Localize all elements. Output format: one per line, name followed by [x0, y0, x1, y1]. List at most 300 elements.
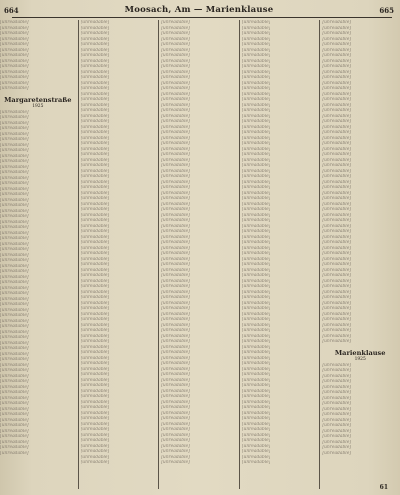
entry-text: [unreadable] — [241, 344, 271, 350]
entry-text: [unreadable] — [161, 361, 190, 366]
entry-text: [unreadable] — [322, 267, 352, 273]
entry-text: [unreadable] — [322, 130, 352, 135]
entry-text: [unreadable] — [161, 223, 190, 229]
entry-text: [unreadable] — [241, 432, 271, 438]
entry-text: [unreadable] — [322, 25, 352, 31]
entry-text: [unreadable] — [80, 53, 110, 58]
entry-text: [unreadable] — [80, 328, 110, 333]
entry-text: [unreadable] — [241, 317, 271, 322]
entry-text: [unreadable] — [80, 322, 110, 328]
entry-text: [unreadable] — [0, 64, 29, 69]
entry-text: [unreadable] — [322, 168, 352, 174]
entry-text: [unreadable] — [161, 58, 190, 64]
entry-text: [unreadable] — [161, 399, 190, 405]
entry-text: [unreadable] — [241, 405, 271, 410]
entry-text: [unreadable] — [241, 179, 271, 185]
entry-text: [unreadable] — [241, 201, 271, 207]
columns — [0, 20, 400, 489]
entry-text: [unreadable] — [0, 395, 29, 401]
entry-text: [unreadable] — [241, 322, 271, 328]
entry-text: [unreadable] — [0, 340, 29, 346]
header-rule — [12, 17, 392, 18]
entry-text: [unreadable] — [80, 168, 110, 174]
entry-text: [unreadable] — [161, 113, 190, 119]
entry-text: [unreadable] — [322, 179, 352, 185]
entry-text: [unreadable] — [322, 428, 352, 434]
entry-text: [unreadable] — [241, 295, 271, 300]
entry-text: [unreadable] — [241, 47, 271, 53]
entry-text: [unreadable] — [322, 439, 352, 445]
entry-text: [unreadable] — [322, 234, 352, 240]
entry-text: [unreadable] — [0, 115, 29, 120]
entry-text: [unreadable] — [322, 311, 352, 317]
entry-text: [unreadable] — [161, 427, 190, 432]
entry-text: [unreadable] — [161, 201, 190, 207]
entry-text: [unreadable] — [161, 344, 190, 350]
entry-text: [unreadable] — [80, 31, 110, 36]
entry-text: [unreadable] — [80, 146, 110, 152]
entry-text: [unreadable] — [161, 416, 190, 421]
entry-text: [unreadable] — [241, 53, 271, 58]
entry-text: [unreadable] — [80, 229, 110, 234]
entry-text: [unreadable] — [161, 355, 190, 361]
entry-text: [unreadable] — [241, 64, 271, 69]
entry-text: [unreadable] — [0, 417, 29, 423]
entry-text: [unreadable] — [322, 273, 352, 278]
entry-text: [unreadable] — [241, 146, 271, 152]
street-heading: Margaretenstraße — [4, 95, 72, 104]
entry-text: [unreadable] — [0, 351, 29, 357]
entry-text: [unreadable] — [0, 296, 29, 302]
entry-text: [unreadable] — [322, 196, 352, 201]
entry-text: [unreadable] — [241, 273, 271, 278]
entry-text: [unreadable] — [0, 362, 29, 368]
section-spacer — [322, 345, 398, 347]
entry-text: [unreadable] — [0, 434, 29, 439]
entry-text: [unreadable] — [0, 131, 29, 137]
entry-text: [unreadable] — [241, 174, 271, 179]
entry-text: [unreadable] — [161, 245, 190, 251]
entry-text: [unreadable] — [80, 141, 110, 146]
page-number-right: 665 — [379, 5, 394, 15]
entry-text: [unreadable] — [241, 240, 271, 245]
entry-text: [unreadable] — [161, 42, 190, 47]
entry-text: [unreadable] — [161, 454, 190, 460]
entry-text: [unreadable] — [322, 185, 352, 190]
entry-text: [unreadable] — [161, 372, 190, 377]
entry-text: [unreadable] — [322, 240, 352, 245]
entry-text: [unreadable] — [0, 214, 29, 219]
entry-text: [unreadable] — [0, 153, 29, 159]
entry-text: [unreadable] — [161, 179, 190, 185]
entry-text: [unreadable] — [0, 291, 29, 296]
entry-text: [unreadable] — [80, 267, 110, 273]
entry-text: [unreadable] — [322, 20, 352, 25]
entry-text: [unreadable] — [322, 135, 352, 141]
entry-text: [unreadable] — [241, 328, 271, 333]
entry-text: [unreadable] — [322, 141, 352, 146]
entry-text: [unreadable] — [322, 278, 352, 284]
entry-text: [unreadable] — [80, 97, 110, 102]
entry-text: [unreadable] — [80, 366, 110, 372]
entry-text: [unreadable] — [0, 126, 29, 131]
entry-text: [unreadable] — [161, 152, 190, 157]
entry-text: [unreadable] — [161, 394, 190, 399]
entry-text: [unreadable] — [241, 427, 271, 432]
entry-text: [unreadable] — [80, 300, 110, 306]
entry-text: [unreadable] — [0, 25, 29, 31]
entry-text: [unreadable] — [80, 212, 110, 218]
entry-text: [unreadable] — [322, 417, 352, 423]
entry-text: [unreadable] — [241, 438, 271, 443]
entry-text: [unreadable] — [80, 135, 110, 141]
entry-text: [unreadable] — [322, 64, 352, 69]
entry-text: [unreadable] — [80, 432, 110, 438]
entry-text: [unreadable] — [241, 42, 271, 47]
entry-text: [unreadable] — [161, 388, 190, 394]
entry-text: [unreadable] — [322, 406, 352, 412]
entry-text: [unreadable] — [322, 450, 352, 456]
entry-text: [unreadable] — [161, 86, 190, 91]
entry-text: [unreadable] — [241, 350, 271, 355]
entry-text: [unreadable] — [322, 328, 352, 333]
entry-text: [unreadable] — [241, 245, 271, 251]
entry-text: [unreadable] — [161, 278, 190, 284]
street-subheading: 1925 — [354, 356, 366, 362]
entry-text: [unreadable] — [161, 229, 190, 234]
entry-text: [unreadable] — [161, 339, 190, 344]
entry-text: [unreadable] — [80, 196, 110, 201]
entry-text: [unreadable] — [322, 362, 352, 368]
entry-text: [unreadable] — [80, 240, 110, 245]
running-title: Moosach, Am — Marienklause — [124, 5, 274, 15]
entry-text: [unreadable] — [0, 412, 29, 417]
entry-text: [unreadable] — [241, 372, 271, 377]
entry-text: [unreadable] — [241, 289, 271, 295]
entry-text: [unreadable] — [241, 157, 271, 163]
entry-text: [unreadable] — [80, 207, 110, 212]
entry-text: [unreadable] — [322, 262, 352, 267]
entry-text: [unreadable] — [322, 163, 352, 168]
entry-text: [unreadable] — [322, 379, 352, 384]
entry-text: [unreadable] — [0, 225, 29, 230]
entry-text: [unreadable] — [161, 212, 190, 218]
entry-text: [unreadable] — [241, 130, 271, 135]
entry-text: [unreadable] — [0, 423, 29, 428]
entry-text: [unreadable] — [161, 432, 190, 438]
entry-text: [unreadable] — [0, 53, 29, 58]
entry-text: [unreadable] — [80, 333, 110, 339]
entry-text: [unreadable] — [241, 251, 271, 256]
entry-text: [unreadable] — [0, 31, 29, 36]
column-5 — [319, 20, 400, 489]
entry-text: [unreadable] — [322, 223, 352, 229]
entry-text: [unreadable] — [322, 423, 352, 428]
entry-text: [unreadable] — [0, 439, 29, 445]
entry-text: [unreadable] — [161, 218, 190, 223]
entry-text: [unreadable] — [322, 69, 352, 75]
entry-text: [unreadable] — [80, 218, 110, 223]
entry-text: [unreadable] — [0, 263, 29, 269]
entry-text: [unreadable] — [161, 69, 190, 75]
entry-text: [unreadable] — [161, 31, 190, 36]
entry-text: [unreadable] — [161, 36, 190, 42]
entry-text: [unreadable] — [322, 36, 352, 42]
entry-text: [unreadable] — [241, 212, 271, 218]
entry-text: [unreadable] — [241, 443, 271, 449]
entry-text: [unreadable] — [0, 252, 29, 258]
entry-text: [unreadable] — [80, 174, 110, 179]
entry-text: [unreadable] — [161, 124, 190, 130]
entry-text: [unreadable] — [80, 80, 110, 86]
entry-text: [unreadable] — [161, 300, 190, 306]
entry-text: [unreadable] — [0, 137, 29, 142]
entry-text: [unreadable] — [322, 368, 352, 373]
entry-text: [unreadable] — [161, 53, 190, 58]
entry-text: [unreadable] — [241, 185, 271, 190]
entry-text: [unreadable] — [322, 91, 352, 97]
entry-text: [unreadable] — [161, 421, 190, 427]
entry-text: [unreadable] — [0, 192, 29, 197]
entry-text: [unreadable] — [80, 113, 110, 119]
entry-text: [unreadable] — [80, 339, 110, 344]
entry-text: [unreadable] — [161, 240, 190, 245]
entry-text: [unreadable] — [80, 223, 110, 229]
entry-text: [unreadable] — [161, 168, 190, 174]
entry-text: [unreadable] — [241, 75, 271, 80]
entry-text: [unreadable] — [80, 416, 110, 421]
entry-text: [unreadable] — [322, 218, 352, 223]
entry-text: [unreadable] — [0, 230, 29, 236]
entry-text: [unreadable] — [80, 388, 110, 394]
entry-text: [unreadable] — [161, 251, 190, 256]
entry-text: [unreadable] — [80, 124, 110, 130]
entry-text: [unreadable] — [161, 284, 190, 289]
entry-text: [unreadable] — [322, 317, 352, 322]
entry-text: [unreadable] — [80, 20, 110, 25]
entry-text: [unreadable] — [322, 384, 352, 390]
entry-text: [unreadable] — [322, 256, 352, 262]
entry-text: [unreadable] — [80, 278, 110, 284]
entry-text: [unreadable] — [161, 135, 190, 141]
entry-text: [unreadable] — [161, 377, 190, 383]
entry-text: [unreadable] — [241, 196, 271, 201]
entry-text: [unreadable] — [161, 311, 190, 317]
entry-text: [unreadable] — [161, 438, 190, 443]
entry-text: [unreadable] — [80, 42, 110, 47]
entry-text: [unreadable] — [80, 152, 110, 157]
entry-text: [unreadable] — [322, 201, 352, 207]
entry-text: [unreadable] — [80, 355, 110, 361]
entry-text: [unreadable] — [241, 31, 271, 36]
entry-text: [unreadable] — [0, 373, 29, 379]
entry-text: [unreadable] — [241, 410, 271, 416]
entry-text: [unreadable] — [0, 324, 29, 329]
entry-text: [unreadable] — [161, 273, 190, 278]
entry-text: [unreadable] — [0, 274, 29, 280]
entry-text: [unreadable] — [241, 218, 271, 223]
entry-text: [unreadable] — [322, 401, 352, 406]
entry-text: [unreadable] — [322, 339, 352, 344]
entry-text: [unreadable] — [161, 20, 190, 25]
entry-text: [unreadable] — [161, 262, 190, 267]
entry-text: [unreadable] — [241, 383, 271, 388]
entry-text: [unreadable] — [241, 135, 271, 141]
entry-text: [unreadable] — [241, 124, 271, 130]
entry-text: [unreadable] — [241, 267, 271, 273]
entry-text: [unreadable] — [241, 394, 271, 399]
entry-text: [unreadable] — [80, 25, 110, 31]
entry-text: [unreadable] — [241, 256, 271, 262]
entry-text: [unreadable] — [322, 102, 352, 108]
entry-text: [unreadable] — [322, 412, 352, 417]
entry-text: [unreadable] — [241, 399, 271, 405]
entry-text: [unreadable] — [322, 395, 352, 401]
entry-text: [unreadable] — [322, 373, 352, 379]
entry-text: [unreadable] — [80, 69, 110, 75]
entry-text: [unreadable] — [80, 91, 110, 97]
entry-text: [unreadable] — [322, 333, 352, 339]
entry-text: [unreadable] — [322, 152, 352, 157]
entry-text: [unreadable] — [161, 25, 190, 31]
entry-text: [unreadable] — [241, 91, 271, 97]
entry-text: [unreadable] — [241, 300, 271, 306]
entry-text: [unreadable] — [241, 97, 271, 102]
entry-text: [unreadable] — [322, 289, 352, 295]
entry-text: [unreadable] — [241, 449, 271, 454]
street-subheading: 1925 — [32, 103, 44, 109]
column-4 — [239, 20, 320, 489]
entry-text: [unreadable] — [0, 445, 29, 450]
entry-text: [unreadable] — [241, 163, 271, 168]
entry-text: [unreadable] — [0, 241, 29, 247]
entry-text: [unreadable] — [161, 91, 190, 97]
entry-text: [unreadable] — [241, 58, 271, 64]
entry-text: [unreadable] — [0, 175, 29, 181]
entry-text: [unreadable] — [161, 75, 190, 80]
column-2 — [78, 20, 159, 489]
entry-text: [unreadable] — [322, 390, 352, 395]
entry-text: [unreadable] — [161, 119, 190, 124]
entry-text: [unreadable] — [0, 379, 29, 384]
entry-text: [unreadable] — [322, 174, 352, 179]
entry-text: [unreadable] — [80, 361, 110, 366]
entry-text: [unreadable] — [241, 102, 271, 108]
entry-text: [unreadable] — [0, 58, 29, 64]
entry-text: [unreadable] — [0, 42, 29, 47]
entry-text: [unreadable] — [80, 58, 110, 64]
entry-text: [unreadable] — [322, 322, 352, 328]
entry-text: [unreadable] — [161, 366, 190, 372]
entry-text: [unreadable] — [0, 181, 29, 186]
entry-text: [unreadable] — [241, 339, 271, 344]
entry-text: [unreadable] — [322, 306, 352, 311]
entry-text: [unreadable] — [241, 421, 271, 427]
entry-text: [unreadable] — [80, 350, 110, 355]
entry-text: [unreadable] — [241, 207, 271, 212]
entry-text: [unreadable] — [80, 102, 110, 108]
entry-text: [unreadable] — [161, 267, 190, 273]
entry-text: [unreadable] — [161, 295, 190, 300]
entry-text: [unreadable] — [322, 53, 352, 58]
entry-text: [unreadable] — [161, 190, 190, 196]
entry-text: [unreadable] — [0, 75, 29, 80]
entry-text: [unreadable] — [241, 168, 271, 174]
entry-text: [unreadable] — [0, 109, 29, 115]
entry-text: [unreadable] — [80, 163, 110, 168]
entry-text: [unreadable] — [80, 185, 110, 190]
entry-text: [unreadable] — [322, 42, 352, 47]
entry-text: [unreadable] — [0, 329, 29, 335]
entry-text: [unreadable] — [322, 245, 352, 251]
entry-text: [unreadable] — [0, 318, 29, 324]
entry-text: [unreadable] — [0, 313, 29, 318]
entry-text: [unreadable] — [0, 159, 29, 164]
entry-text: [unreadable] — [322, 31, 352, 36]
entry-text: [unreadable] — [80, 273, 110, 278]
entry-text: [unreadable] — [80, 372, 110, 377]
entry-text: [unreadable] — [241, 25, 271, 31]
entry-text: [unreadable] — [0, 258, 29, 263]
column-1 — [0, 20, 78, 489]
entry-text: [unreadable] — [241, 190, 271, 196]
entry-text: [unreadable] — [241, 108, 271, 113]
entry-text: [unreadable] — [241, 361, 271, 366]
entry-text: [unreadable] — [241, 141, 271, 146]
entry-text: [unreadable] — [0, 164, 29, 170]
footer-page-number: 61 — [379, 484, 388, 491]
entry-text: [unreadable] — [80, 438, 110, 443]
entry-text: [unreadable] — [80, 289, 110, 295]
entry-text: [unreadable] — [0, 80, 29, 86]
entry-text: [unreadable] — [0, 142, 29, 148]
entry-text: [unreadable] — [0, 120, 29, 126]
section-spacer — [0, 92, 76, 94]
entry-text: [unreadable] — [80, 399, 110, 405]
entry-text: [unreadable] — [161, 157, 190, 163]
entry-text: [unreadable] — [80, 383, 110, 388]
entry-text: [unreadable] — [161, 196, 190, 201]
entry-text: [unreadable] — [161, 130, 190, 135]
entry-text: [unreadable] — [241, 20, 271, 25]
entry-text: [unreadable] — [241, 36, 271, 42]
entry-text: [unreadable] — [322, 207, 352, 212]
entry-text: [unreadable] — [322, 80, 352, 86]
entry-text: [unreadable] — [80, 262, 110, 267]
entry-text: [unreadable] — [80, 201, 110, 207]
entry-text: [unreadable] — [80, 410, 110, 416]
entry-text: [unreadable] — [241, 388, 271, 394]
entry-text: [unreadable] — [322, 284, 352, 289]
entry-text: [unreadable] — [80, 108, 110, 113]
page-number-left: 664 — [4, 5, 19, 15]
entry-text: [unreadable] — [80, 119, 110, 124]
entry-text: [unreadable] — [80, 157, 110, 163]
entry-text: [unreadable] — [0, 148, 29, 153]
entry-text: [unreadable] — [241, 86, 271, 91]
entry-text: [unreadable] — [80, 443, 110, 449]
entry-text: [unreadable] — [161, 410, 190, 416]
entry-text: [unreadable] — [0, 428, 29, 434]
entry-text: [unreadable] — [0, 280, 29, 285]
entry-text: [unreadable] — [80, 190, 110, 196]
entry-text: [unreadable] — [161, 289, 190, 295]
page-header — [0, 2, 400, 18]
entry-text: [unreadable] — [0, 390, 29, 395]
entry-text: [unreadable] — [161, 328, 190, 333]
entry-text: [unreadable] — [80, 36, 110, 42]
entry-text: [unreadable] — [80, 454, 110, 460]
